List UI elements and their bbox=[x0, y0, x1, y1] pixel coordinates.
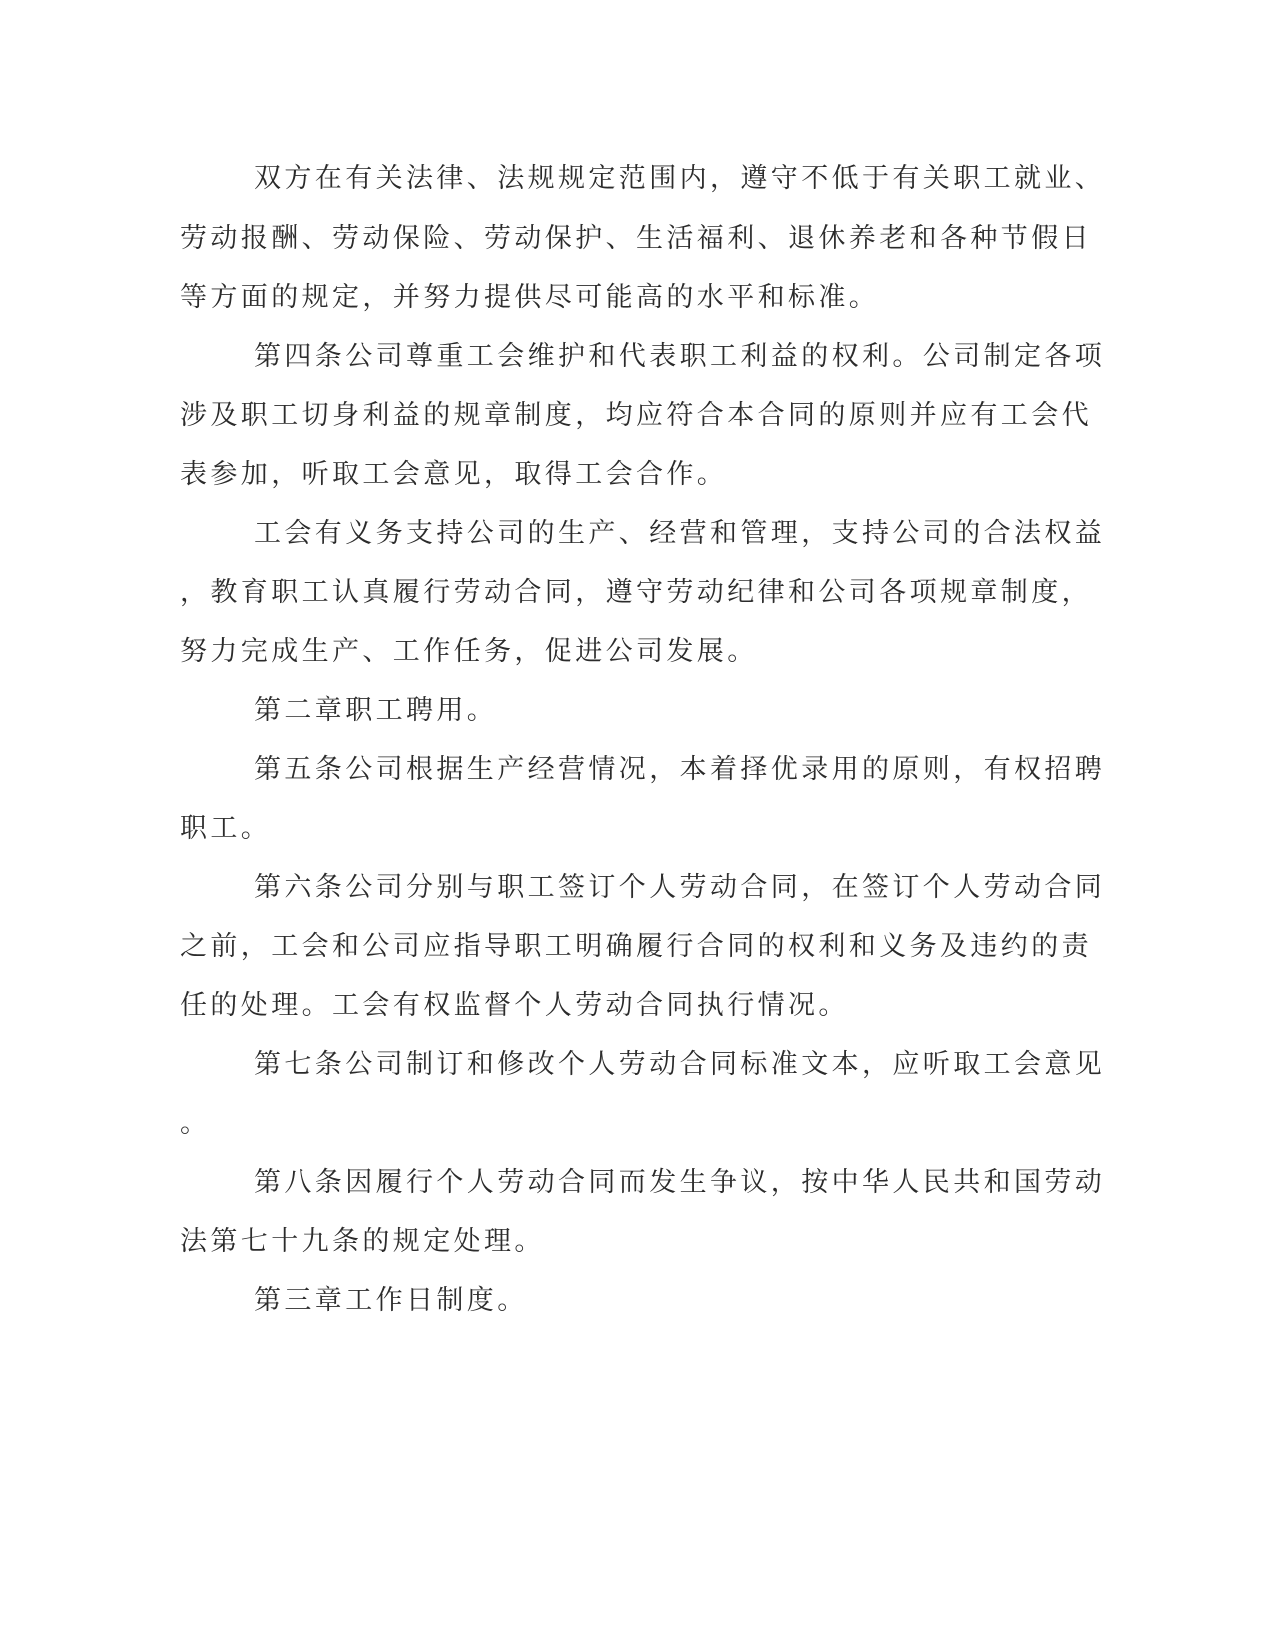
paragraph-line: 工会有义务支持公司的生产、经营和管理，支持公司的合法权益 bbox=[254, 518, 1106, 549]
paragraph-line: 表参加，听取工会意见，取得工会合作。 bbox=[180, 459, 728, 490]
paragraph-line: 任的处理。工会有权监督个人劳动合同执行情况。 bbox=[180, 990, 849, 1021]
paragraph-line: 第六条公司分别与职工签订个人劳动合同，在签订个人劳动合同 bbox=[254, 872, 1106, 903]
paragraph-line: 法第七十九条的规定处理。 bbox=[180, 1226, 545, 1257]
paragraph-line: 努力完成生产、工作任务，促进公司发展。 bbox=[180, 636, 758, 667]
paragraph-line: 。 bbox=[180, 1108, 211, 1139]
paragraph-line: 第五条公司根据生产经营情况，本着择优录用的原则，有权招聘 bbox=[254, 754, 1106, 785]
paragraph-line: 涉及职工切身利益的规章制度，均应符合本合同的原则并应有工会代 bbox=[180, 400, 1092, 431]
paragraph-line: 双方在有关法律、法规规定范围内，遵守不低于有关职工就业、 bbox=[254, 163, 1106, 194]
paragraph-line: 之前，工会和公司应指导职工明确履行合同的权利和义务及违约的责 bbox=[180, 931, 1092, 962]
paragraph-line: 第七条公司制订和修改个人劳动合同标准文本，应听取工会意见 bbox=[254, 1049, 1106, 1080]
paragraph-line: ，教育职工认真履行劳动合同，遵守劳动纪律和公司各项规章制度， bbox=[180, 577, 1092, 608]
paragraph-line: 职工。 bbox=[180, 813, 272, 844]
paragraph-line: 第八条因履行个人劳动合同而发生争议，按中华人民共和国劳动 bbox=[254, 1167, 1106, 1198]
chapter-heading: 第三章工作日制度。 bbox=[254, 1285, 528, 1316]
paragraph-line: 劳动报酬、劳动保险、劳动保护、生活福利、退休养老和各种节假日 bbox=[180, 223, 1092, 254]
paragraph-line: 第四条公司尊重工会维护和代表职工利益的权利。公司制定各项 bbox=[254, 341, 1106, 372]
paragraph-line: 等方面的规定，并努力提供尽可能高的水平和标准。 bbox=[180, 282, 880, 313]
chapter-heading: 第二章职工聘用。 bbox=[254, 695, 498, 726]
